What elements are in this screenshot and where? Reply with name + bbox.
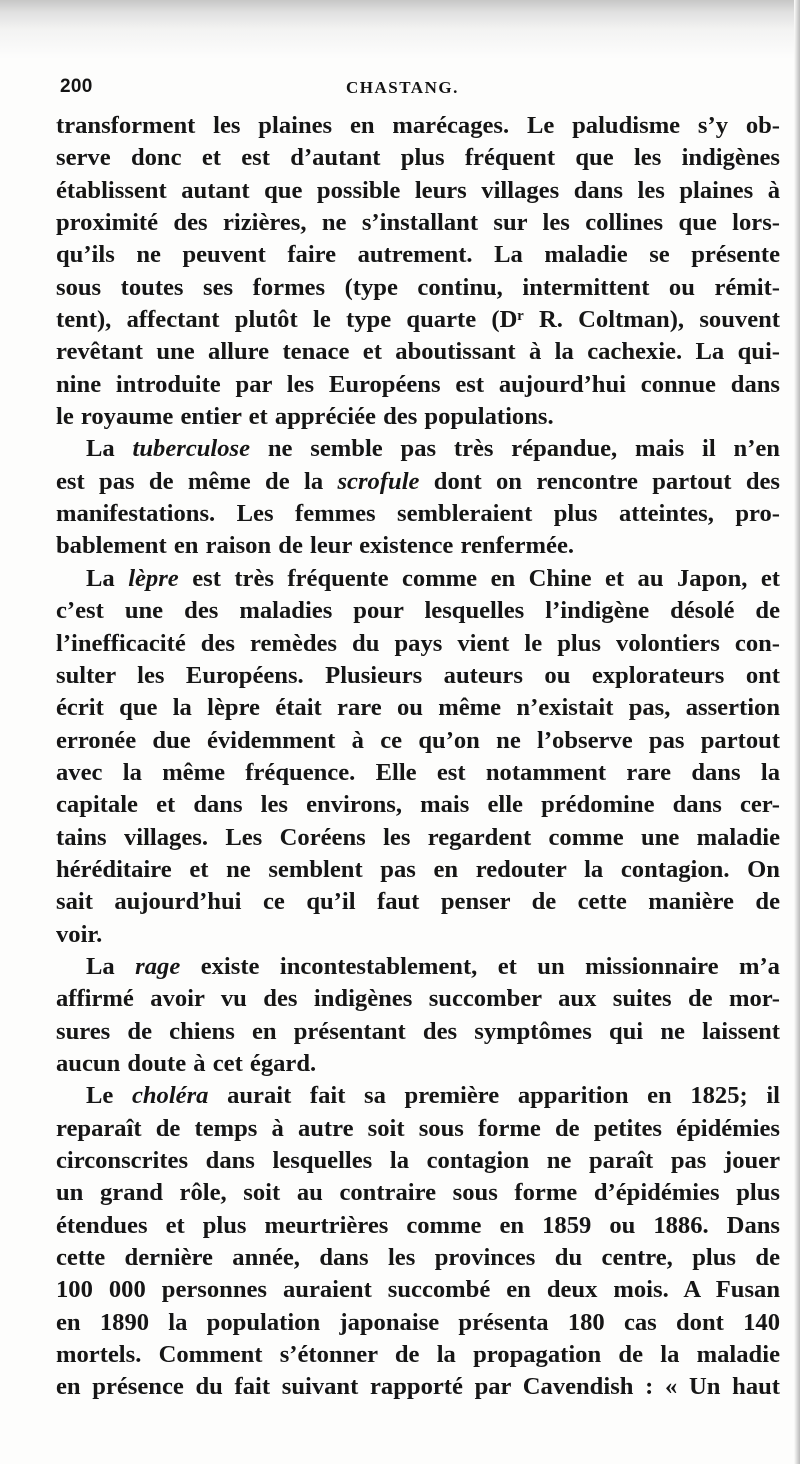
text-line: Le choléra aurait fait sa première apparition en 1825; il (86, 1082, 780, 1110)
text-line: manifestations. Les femmes sembleraient plus atteintes, pro- (56, 500, 780, 528)
text-line: bablement en raison de leur existence renfermée. (56, 532, 575, 560)
page-edge (794, 0, 800, 1464)
text-line: sous toutes ses formes (type continu, intermittent ou rémit- (56, 273, 780, 301)
text-line: écrit que la lèpre était rare ou même n’existait pas, assertion (56, 694, 780, 722)
text-line: mortels. Comment s’étonner de la propagation de la maladie (56, 1341, 780, 1369)
text-line: sait aujourd’hui ce qu’il faut penser de cette manière de (56, 888, 780, 916)
text-line: transforment les plaines en marécages. Le paludisme s’y ob- (56, 112, 780, 139)
text-line: héréditaire et ne semblent pas en redouter la contagion. On (56, 855, 780, 883)
scan-edge-shadow (0, 0, 800, 58)
paragraph-p2 (56, 433, 780, 562)
page-number: 200 (60, 76, 93, 97)
text-line: sures de chiens en présentant des symptômes qui ne laissent (56, 1017, 780, 1045)
italic-term: rage (135, 952, 181, 980)
italic-term: scrofule (337, 467, 420, 495)
text-line: c’est une des maladies pour lesquelles l’indigène désolé de (56, 597, 780, 625)
paragraph-p5 (56, 1080, 780, 1403)
paragraph-p3 (56, 563, 780, 951)
text-line: établissent autant que possible leurs villages dans les plaines à (56, 176, 780, 204)
text-line: tains villages. Les Coréens les regardent comme une maladie (56, 823, 780, 851)
text-line: en 1890 la population japonaise présenta 180 cas dont 140 (56, 1308, 780, 1336)
text-line: La rage existe incontestablement, et un missionnaire m’a (86, 952, 780, 980)
paragraph-p4 (56, 951, 780, 1080)
text-line: est pas de même de la scrofule dont on rencontre partout des (56, 467, 780, 495)
running-title: CHASTANG. (346, 78, 459, 97)
text-line: nine introduite par les Européens est aujourd’hui connue dans (56, 370, 780, 398)
text-line: serve donc et est d’autant plus fréquent que les indigènes (56, 144, 780, 172)
text-line: capitale et dans les environs, mais elle prédomine dans cer- (56, 791, 780, 819)
running-head (60, 70, 772, 106)
text-line: 100 000 personnes auraient succombé en deux mois. A Fusan (56, 1276, 780, 1304)
text-line: circonscrites dans lesquelles la contagion ne paraît pas jouer (56, 1147, 780, 1174)
text-line: affirmé avoir vu des indigènes succomber aux suites de mor- (56, 985, 780, 1013)
text-line: cette dernière année, dans les provinces du centre, plus de (56, 1244, 780, 1272)
text-line: étendues et plus meurtrières comme en 1859 ou 1886. Dans (56, 1211, 780, 1239)
text-line: tent), affectant plutôt le type quarte (Dʳ R. Coltman), souvent (56, 306, 780, 334)
text-line: La lèpre est très fréquente comme en Chine et au Japon, et (86, 564, 780, 592)
text-line: en présence du fait suivant rapporté par Cavendish : « Un haut (56, 1373, 780, 1401)
text-line: avec la même fréquence. Elle est notamment rare dans la (56, 758, 780, 786)
text-line: un grand rôle, soit au contraire sous forme d’épidémies plus (56, 1179, 780, 1207)
text-line: revêtant une allure tenace et aboutissant à la cachexie. La qui- (56, 338, 780, 366)
paragraph-p1 (56, 110, 780, 433)
text-line: le royaume entier et appréciée des populations. (56, 403, 554, 431)
text-line: reparaît de temps à autre soit sous forme de petites épidémies (56, 1114, 780, 1142)
body-text (56, 110, 780, 1404)
italic-term: tuberculose (132, 435, 251, 463)
italic-term: lèpre (128, 564, 179, 592)
text-line: La tuberculose ne semble pas très répandue, mais il n’en (86, 435, 780, 463)
text-line: proximité des rizières, ne s’installant sur les collines que lors- (56, 209, 780, 237)
text-line: erronée due évidemment à ce qu’on ne l’observe pas partout (56, 726, 780, 754)
text-line: voir. (56, 920, 103, 948)
text-line: qu’ils ne peuvent faire autrement. La maladie se présente (56, 241, 780, 269)
text-line: sulter les Européens. Plusieurs auteurs ou explorateurs ont (56, 661, 780, 689)
italic-term: choléra (131, 1082, 209, 1110)
text-line: aucun doute à cet égard. (56, 1049, 317, 1077)
text-line: l’inefficacité des remèdes du pays vient le plus volontiers con- (56, 629, 780, 657)
